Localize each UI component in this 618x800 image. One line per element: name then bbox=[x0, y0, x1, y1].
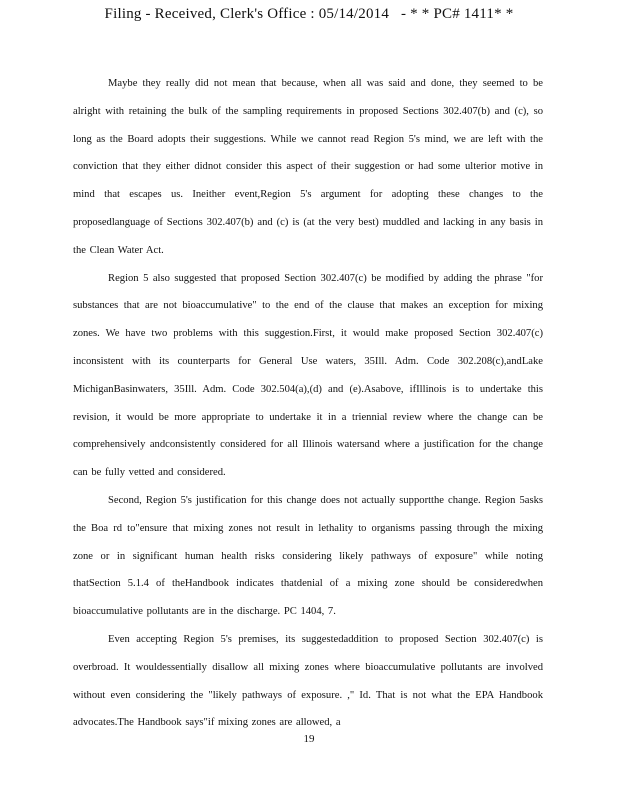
page-number: 19 bbox=[303, 733, 315, 745]
pc-number: - * * PC# 1411* * bbox=[401, 6, 514, 22]
filing-header bbox=[0, 6, 618, 23]
paragraph-2: Region 5 also suggested that proposed Section 302.407(c) be modified by adding the phrase "for substances that are not bioaccumulative" to the end of the clause that makes an exception for mixing zones. We have two problems with this suggestion.First, it would make proposed Section 302.407(c) inconsistent with its counterparts for General Use waters, 35Ill. Adm. Code 302.208(c),andLake MichiganBasinwaters, 35Ill. Adm. Code 302.504(a),(d) and (e).Asabove, ifIllinois is to undertake this revision, it would be more appropriate to undertake it in a triennial review where the change can be comprehensively andconsistently considered for all Illinois watersand where a justification for the change can be fully vetted and considered. bbox=[73, 272, 543, 479]
paragraph-4: Even accepting Region 5's premises, its suggestedaddition to proposed Section 302.407(c) is overbroad. It wouldessentially disallow all mixing zones where bioaccumulative pollutants are involved without even considering the "likely pathways of exposure. ," Id. That is not what the EPA Handbook advocates.The Handbook says"if mixing zones are allowed, a bbox=[73, 633, 543, 729]
paragraph-3: Second, Region 5's justification for this change does not actually supportthe change. Region 5asks the Boa rd to"ensure that mixing zones not result in lethality to organisms passing through the mixing zone or in significant human health risks considering likely pathways of exposure" while noting thatSection 5.1.4 of theHandbook indicates thatdenial of a mixing zone should be consideredwhen bioaccumulative pollutants are in the discharge. PC 1404, 7. bbox=[73, 494, 543, 618]
filing-stamp: Filing - Received, Clerk's Office : 05/14/2014 bbox=[104, 6, 390, 22]
document-body bbox=[73, 70, 543, 737]
paragraph-1: Maybe they really did not mean that because, when all was said and done, they seemed to be alright with retaining the bulk of the sampling requirements in proposed Sections 302.407(b) and (c), so long as the Board adopts their suggestions. While we cannot read Region 5's mind, we are left with the conviction that they either didnot consider this aspect of their suggestion or had some ulterior motive in mind that escapes us. Ineither event,Region 5's argument for adopting these changes to the proposedlanguage of Sections 302.407(b) and (c) is (at the very best) muddled and lacking in any basis in the Clean Water Act. bbox=[73, 78, 543, 256]
